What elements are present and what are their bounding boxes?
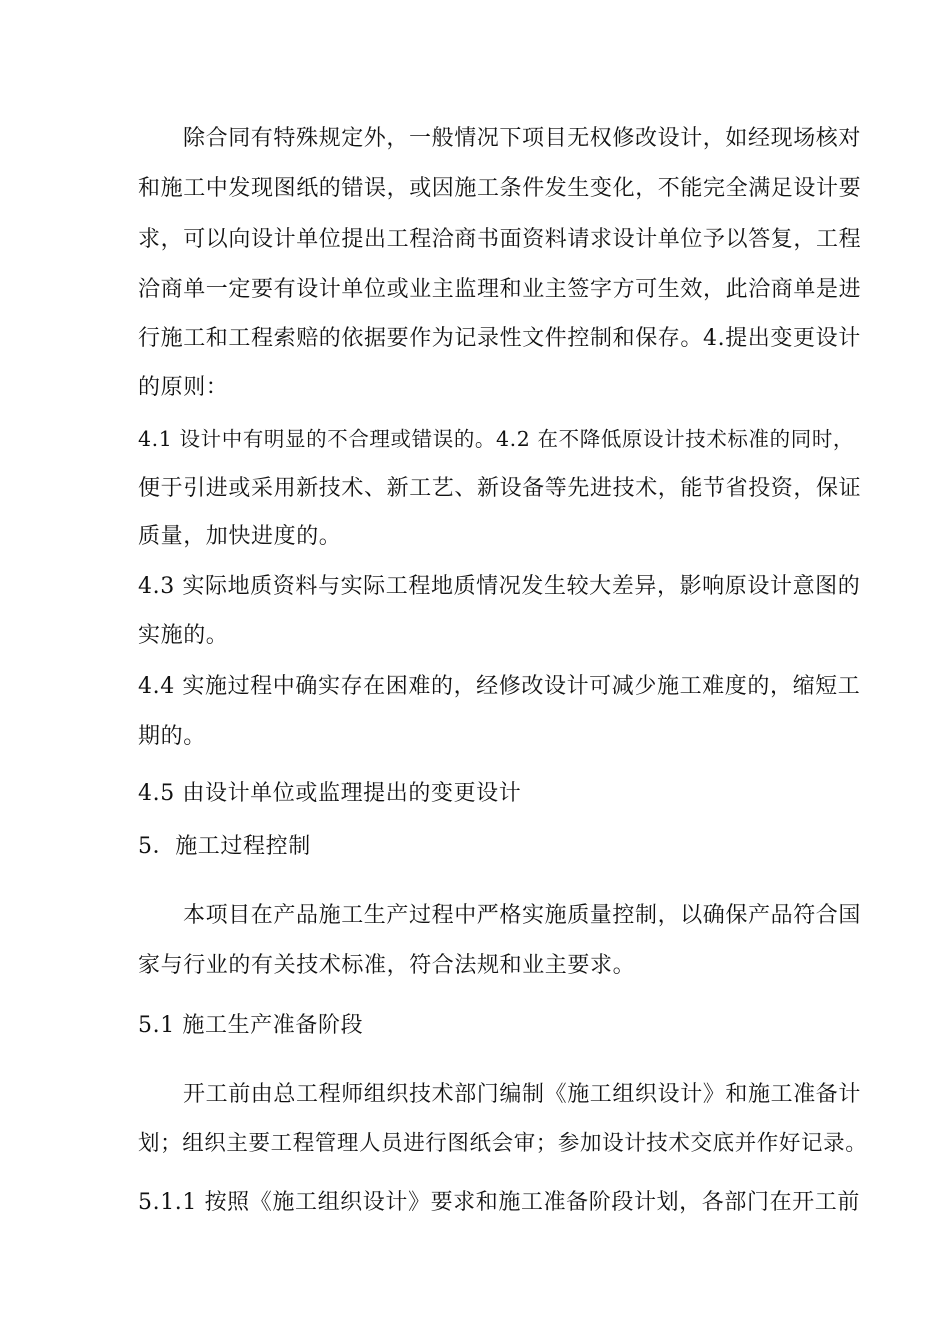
text-line: 求，可以向设计单位提出工程洽商书面资料请求设计单位予以答复，工程 bbox=[138, 227, 862, 252]
text-line: 行施工和工程索赔的依据要作为记录性文件控制和保存。4.提出变更设计 bbox=[138, 326, 861, 351]
text-line: 划；组织主要工程管理人员进行图纸会审；参加设计技术交底并作好记录。 bbox=[138, 1131, 868, 1156]
text-line: 除合同有特殊规定外，一般情况下项目无权修改设计，如经现场核对 bbox=[183, 126, 862, 151]
text-line: 本项目在产品施工生产过程中严格实施质量控制，以确保产品符合国 bbox=[183, 903, 862, 928]
text-line: 期的。 bbox=[138, 724, 206, 749]
text-line: 家与行业的有关技术标准，符合法规和业主要求。 bbox=[138, 953, 636, 978]
text-line: 实施的。 bbox=[138, 623, 229, 648]
text-line: 便于引进或采用新技术、新工艺、新设备等先进技术，能节省投资，保证 bbox=[138, 476, 862, 501]
text-line: 4.1 设计中有明显的不合理或错误的。4.2 在不降低原设计技术标准的同时， bbox=[138, 427, 855, 451]
text-line: 和施工中发现图纸的错误，或因施工条件发生变化，不能完全满足设计要 bbox=[138, 176, 862, 201]
text-line: 的原则： bbox=[138, 375, 229, 400]
text-line: 4.4 实施过程中确实存在困难的，经修改设计可减少施工难度的，缩短工 bbox=[138, 674, 861, 699]
section-heading: 5．施工过程控制 bbox=[138, 834, 311, 859]
text-line: 5.1.1 按照《施工组织设计》要求和施工准备阶段计划，各部门在开工前 bbox=[138, 1190, 860, 1215]
text-line: 开工前由总工程师组织技术部门编制《施工组织设计》和施工准备计 bbox=[183, 1082, 862, 1107]
text-line: 4.5 由设计单位或监理提出的变更设计 bbox=[138, 781, 522, 806]
text-line: 4.3 实际地质资料与实际工程地质情况发生较大差异，影响原设计意图的 bbox=[138, 574, 861, 599]
section-heading: 5.1 施工生产准备阶段 bbox=[138, 1013, 364, 1038]
text-line: 洽商单一定要有设计单位或业主监理和业主签字方可生效，此洽商单是进 bbox=[138, 277, 862, 302]
text-line: 质量，加快进度的。 bbox=[138, 524, 342, 549]
